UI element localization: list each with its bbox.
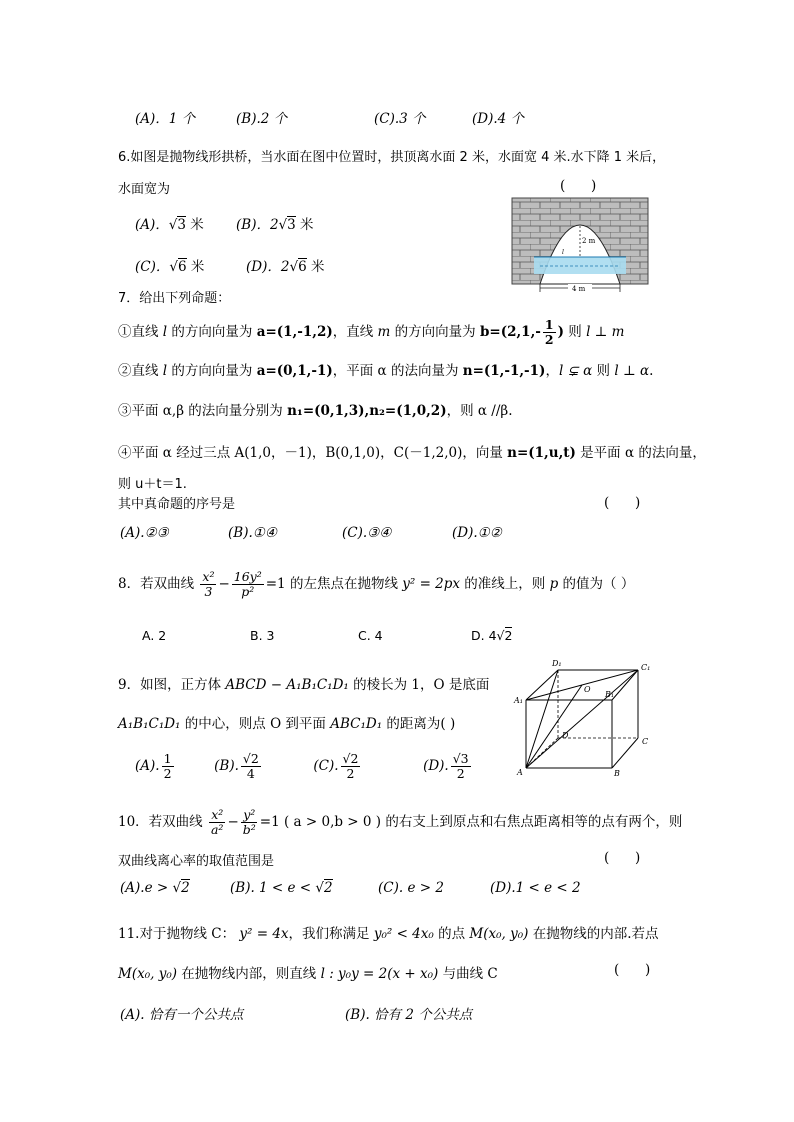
q6-option-c-radicand: 6 — [177, 259, 187, 275]
q10-option-c: (C). e > 2 — [378, 880, 444, 896]
q7-option-a: (A).②③ — [120, 525, 169, 541]
q9-line2: A₁B₁C₁D₁ 的中心，则点 O 到平面 ABC₁D₁ 的距离为( ) — [118, 716, 456, 732]
q5-option-c: (C).3 个 — [374, 111, 426, 127]
fig-width-label: 4 m — [572, 285, 586, 293]
label-o: O — [584, 685, 591, 694]
edge-bc — [612, 738, 638, 768]
q6-option-d-radicand: 6 — [298, 259, 307, 275]
label-b: B — [614, 769, 620, 778]
q10-option-a: (A).e > √2 — [120, 880, 190, 896]
q8-option-a: A. 2 — [142, 628, 167, 643]
q7-proposition-4-line2: 则 u＋t＝1. — [118, 477, 187, 492]
q10-fraction-2: $\frac{\text{y²}}{\text{b²}}$ — [242, 807, 256, 837]
q9-option-a: $\frac{1}{2}$ — [163, 751, 172, 781]
q7-proposition-2: ②直线 l 的方向向量为 a=(0,1,-1)，平面 α 的法向量为 n=(1,-1,-1)，l ⊊ α 则 l ⊥ α. — [118, 363, 654, 379]
q10-fraction-1: $\frac{\text{x²}}{\text{a²}}$ — [210, 807, 224, 837]
q7-option-d: (D).①② — [452, 525, 502, 541]
label-c1: C₁ — [641, 663, 651, 672]
q9-options: (A). $\frac{1}{2}$ (B). $\frac{√2}{4}$ (C). $\frac{√2}{2}$ (D). $\frac{√3}{2}$ — [135, 751, 469, 781]
q6-option-b: (B)．2√3 米 — [236, 217, 314, 233]
q5-option-a: (A)．1 个 — [135, 111, 196, 127]
fig-l-label: l — [562, 249, 564, 256]
q8-option-d: D. 4√2 — [471, 628, 513, 643]
q6-answer-paren: ( ) — [560, 178, 597, 194]
q8-text: 8．若双曲线 $\frac{\text{x²}}{3}$ − $\frac{\text{16y²}}{\text{p²}}$ =1 的左焦点在抛物线 y² = 2px 的准线上，则 p 的值为（ ） — [118, 569, 635, 599]
q11-line1: 11.对于抛物线 C： y² = 4x，我们称满足 y₀² < 4x₀ 的点 M(x₀, y₀) 在抛物线的内部.若点 — [118, 926, 659, 942]
q11-answer-paren: ( ) — [614, 962, 651, 978]
q6-option-a: (A)．√3 米 — [135, 217, 204, 233]
q10-option-d: (D).1 < e < 2 — [490, 880, 581, 896]
q5-option-b: (B).2 个 — [236, 111, 288, 127]
label-b1: B₁ — [605, 690, 615, 699]
label-d: D — [562, 731, 569, 740]
q11-option-a: (A). 恰有一个公共点 — [120, 1007, 244, 1023]
label-d1: D₁ — [552, 659, 562, 668]
q8-option-c: C. 4 — [358, 628, 383, 643]
q11-line2: M(x₀, y₀) 在抛物线内部，则直线 l : y₀y = 2(x + x₀) 与曲线 C — [118, 966, 498, 982]
q10-option-b: (B). 1 < e < √2 — [230, 880, 333, 896]
edge-b1c1 — [612, 670, 638, 700]
q9-cube-figure — [512, 656, 660, 778]
q7-proposition-1: ①直线 l 的方向向量为 a=(1,-1,2)，直线 m 的方向向量为 b=(2,1,- $\frac{1}{2}$ ) 则 l ⊥ m — [118, 317, 625, 347]
q7-question: 其中真命题的序号是 — [118, 497, 236, 512]
q5-option-d: (D).4 个 — [472, 111, 525, 127]
q6-option-d: (D)．2√6 米 — [246, 259, 325, 275]
q7-proposition-4: ④平面 α 经过三点 A(1,0，－1)，B(0,1,0)，C(－1,2,0)，向量 n=(1,u,t) 是平面 α 的法向量， — [118, 445, 706, 461]
q10-line1: 10．若双曲线 $\frac{\text{x²}}{\text{a²}}$ − $\frac{\text{y²}}{\text{b²}}$ =1 ( a > 0,b > 0 ) 的右支上到原点和右焦点距离相等的点有两个，则 — [118, 807, 683, 837]
q10-answer-paren: ( ) — [604, 850, 641, 866]
q7-option-c: (C).③④ — [342, 525, 392, 541]
q7-option-b: (B).①④ — [228, 525, 277, 541]
q7-p1-fraction: $\frac{1}{2}$ — [544, 317, 554, 347]
q6-option-a-radicand: 3 — [177, 217, 186, 233]
q7-proposition-3: ③平面 α,β 的法向量分别为 n₁=(0,1,3),n₂=(1,0,2)，则 α //β. — [118, 403, 513, 419]
q6-option-b-radicand: 3 — [287, 217, 296, 233]
q9-line1: 9．如图，正方体 ABCD − A₁B₁C₁D₁ 的棱长为 1，O 是底面 — [118, 677, 490, 693]
q7-answer-paren: ( ) — [604, 495, 641, 511]
q8-fraction-1: $\frac{\text{x²}}{3}$ — [202, 569, 215, 599]
q10-line2: 双曲线离心率的取值范围是 — [118, 854, 275, 869]
label-a1: A₁ — [514, 696, 523, 705]
q7-title: 7．给出下列命题： — [118, 291, 231, 306]
label-c: C — [642, 737, 649, 746]
q9-option-d: $\frac{√3}{2}$ — [452, 751, 469, 781]
fig-height-label: 2 m — [582, 237, 596, 245]
q6-arch-bridge-figure — [510, 196, 650, 296]
q11-option-b: (B). 恰有 2 个公共点 — [345, 1007, 473, 1023]
label-a: A — [517, 768, 523, 777]
water — [534, 257, 626, 274]
q6-text-line1: 6.如图是抛物线形拱桥，当水面在图中位置时，拱顶离水面 2 米，水面宽 4 米.水下降 1 米后， — [118, 150, 666, 165]
q8-fraction-2: $\frac{\text{16y²}}{\text{p²}}$ — [233, 569, 262, 599]
q9-option-b: $\frac{√2}{4}$ — [242, 751, 259, 781]
q8-option-d-radicand: 2 — [504, 628, 513, 643]
q6-text-line2: 水面宽为 — [118, 182, 171, 197]
q9-option-c: $\frac{√2}{2}$ — [342, 751, 359, 781]
q8-option-b: B. 3 — [250, 628, 275, 643]
q6-option-c: (C)．√6 米 — [135, 259, 205, 275]
